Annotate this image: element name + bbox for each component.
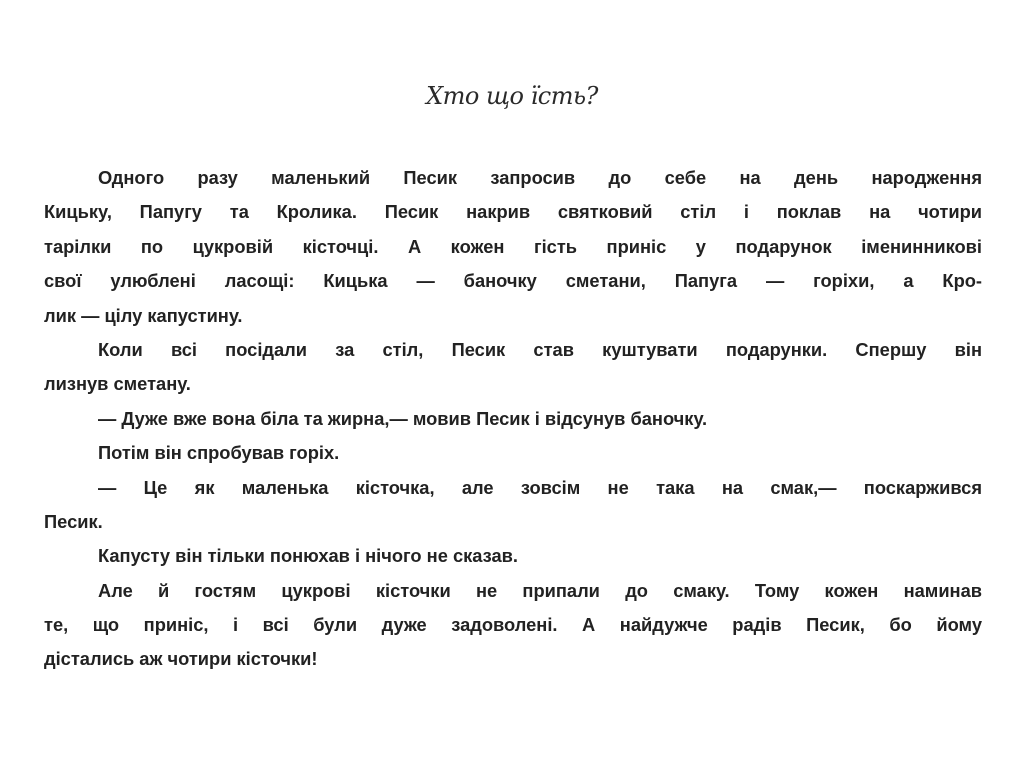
text-line: Кицьку, Папугу та Кролика. Песик накрив святковий стіл і поклав на чотири xyxy=(44,201,982,223)
story-body xyxy=(44,161,982,677)
text-line: Одного разу маленький Песик запросив до себе на день народження xyxy=(98,167,982,188)
text-line: те, що приніс, і всі були дуже задоволені. А найдужче радів Песик, бо йому xyxy=(44,614,982,636)
text-line: лизнув сметану. xyxy=(44,373,191,395)
text-line: Песик. xyxy=(44,510,103,532)
story-title: Хто що їсть? xyxy=(426,82,598,110)
text-line: свої улюблені ласощі: Кицька — баночку сметани, Папуга — горіхи, а Кро- xyxy=(44,270,982,292)
text-line: дістались аж чотири кісточки! xyxy=(44,648,318,670)
text-line: Капусту він тільки понюхав і нічого не сказав. xyxy=(98,545,518,567)
text-line: лик — цілу капустину. xyxy=(44,304,243,326)
text-line: тарілки по цукровій кісточці. А кожен гість приніс у подарунок іменинникові xyxy=(44,235,982,257)
text-line: Коли всі посідали за стіл, Песик став куштувати подарунки. Спершу він xyxy=(98,338,982,360)
text-line: — Це як маленька кісточка, але зовсім не така на смак,— поскаржився xyxy=(98,476,982,498)
text-line: — Дуже вже вона біла та жирна,— мовив Песик і відсунув баночку. xyxy=(98,407,708,429)
text-line: Але й гостям цукрові кісточки не припали до смаку. Тому кожен наминав xyxy=(98,579,982,601)
text-line: Потім він спробував горіх. xyxy=(98,442,340,464)
